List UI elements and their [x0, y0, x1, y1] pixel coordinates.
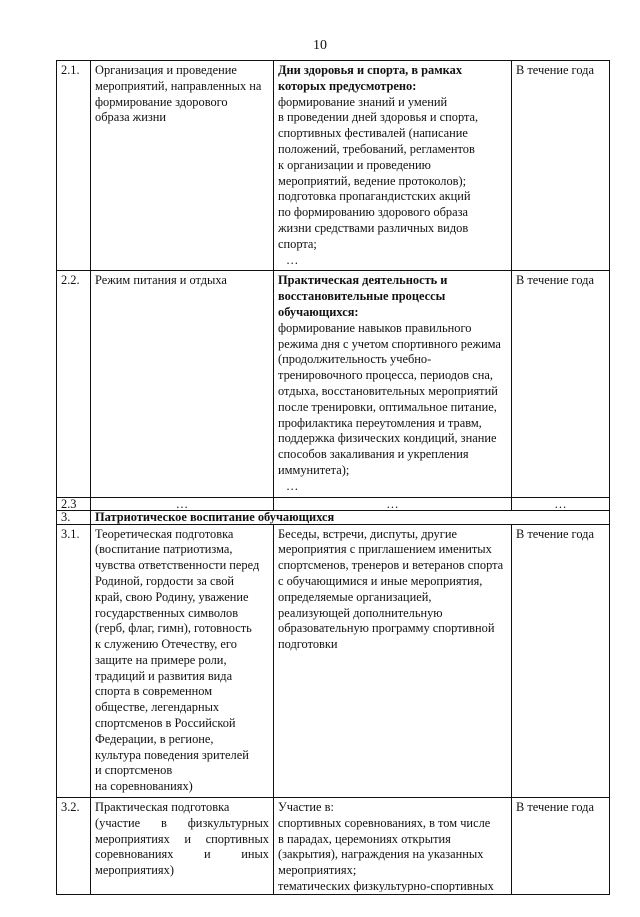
row-title	[91, 524, 274, 798]
events-table	[56, 60, 610, 895]
content-line: тематических физкультурно-спортивных	[278, 879, 494, 893]
content-line: спорта;	[278, 236, 317, 251]
table-row	[57, 798, 610, 895]
row-title	[91, 61, 274, 271]
ellipsis: …	[175, 496, 189, 511]
title-line: обществе, легендарных	[95, 700, 220, 715]
ellipsis: …	[386, 496, 399, 511]
content-line: тренировочного процесса, периодов сна,	[278, 368, 493, 383]
row-period: В течение года	[512, 271, 610, 497]
row-number: 3.1.	[57, 524, 91, 798]
title-line: (участие в физкультурных	[95, 815, 269, 830]
content-line: по формированию здорового образа	[278, 205, 468, 220]
row-number: 2.1.	[57, 61, 91, 271]
content-line: с обучающимися и иные мероприятия,	[278, 573, 483, 588]
content-heading: обучающихся:	[278, 304, 359, 319]
content-line: после тренировки, оптимальное питание,	[278, 399, 497, 414]
content-line: поддержка физических кондиций, знание	[278, 431, 497, 446]
row-title	[91, 497, 274, 510]
row-content	[274, 61, 512, 271]
title-line: Режим питания и отдыха	[95, 273, 227, 288]
title-line: край, свою Родину, уважение	[95, 589, 249, 604]
ellipsis: …	[554, 496, 567, 511]
content-line: положений, требований, регламентов	[278, 141, 475, 156]
row-title	[91, 798, 274, 895]
title-line: государственных символов	[95, 605, 239, 620]
content-line: мероприятий, ведение протоколов);	[278, 173, 467, 188]
content-line: способов закаливания и укрепления	[278, 447, 469, 462]
title-line: защите на примере роли,	[95, 652, 227, 667]
title-line: чувства ответственности перед	[95, 558, 260, 573]
content-line: в парадах, церемониях открытия	[278, 831, 451, 846]
row-period: В течение года	[512, 61, 610, 271]
title-line: мероприятиях и спортивных	[95, 831, 269, 846]
title-line: на соревнованиях)	[95, 779, 193, 794]
row-content	[274, 497, 512, 510]
content-line: иммунитета);	[278, 462, 350, 477]
row-content	[274, 271, 512, 497]
title-line: и спортсменов	[95, 763, 173, 778]
title-line: к служению Отечеству, его	[95, 637, 237, 652]
content-line: мероприятиях;	[278, 863, 357, 878]
content-line: подготовки	[278, 637, 338, 652]
content-line: Участие в:	[278, 800, 334, 815]
row-number: 3.2.	[57, 798, 91, 895]
row-content	[274, 524, 512, 798]
title-line: культура поведения зрителей	[95, 747, 249, 762]
content-line: подготовка пропагандистских акций	[278, 189, 471, 204]
content-line: спортивных соревнованиях, в том числе	[278, 815, 491, 830]
section-title: Патриотическое воспитание обучающихся	[91, 510, 610, 524]
row-content	[274, 798, 512, 895]
title-line: спортсменов в Российской	[95, 716, 236, 731]
content-line: мероприятия с приглашением именитых	[278, 542, 492, 557]
page-number: 10	[313, 38, 327, 53]
title-line: Организация и проведение	[95, 63, 237, 77]
content-line: режима дня с учетом спортивного режима	[278, 336, 501, 351]
table-row	[57, 524, 610, 798]
row-number: 2.3	[57, 497, 91, 510]
table-row	[57, 271, 610, 497]
row-period	[512, 497, 610, 510]
table-row	[57, 61, 610, 271]
section-row	[57, 510, 610, 524]
ellipsis: …	[286, 478, 299, 493]
title-line: образа жизни	[95, 110, 167, 125]
row-title	[91, 271, 274, 497]
content-heading: которых предусмотрено:	[278, 78, 417, 93]
title-line: Практическая подготовка	[95, 800, 230, 815]
section-number: 3.	[57, 510, 91, 524]
content-line: Беседы, встречи, диспуты, другие	[278, 526, 457, 541]
ellipsis: …	[286, 252, 299, 267]
content-line: спортсменов, тренеров и ветеранов спорта	[278, 558, 504, 573]
title-line: традиций и развития вида	[95, 668, 233, 683]
content-line: формирование навыков правильного	[278, 320, 472, 335]
title-line: спорта в современном	[95, 684, 213, 699]
title-line: формирование здорового	[95, 94, 228, 109]
content-line: (продолжительность учебно-	[278, 352, 432, 367]
content-line: спортивных фестивалей (написание	[278, 126, 468, 141]
content-line: образовательную программу спортивной	[278, 621, 495, 636]
row-period: В течение года	[512, 798, 610, 895]
row-number: 2.2.	[57, 271, 91, 497]
content-line: жизни средствами различных видов	[278, 220, 469, 235]
title-line: (воспитание патриотизма,	[95, 542, 233, 557]
content-line: реализующей дополнительную	[278, 605, 443, 620]
table-row	[57, 497, 610, 510]
content-heading: Дни здоровья и спорта, в рамках	[278, 63, 463, 77]
content-line: (закрытия), награждения на указанных	[278, 847, 484, 862]
title-line: Федерации, в регионе,	[95, 731, 214, 746]
title-line: (герб, флаг, гимн), готовность	[95, 621, 252, 636]
title-line: Теоретическая подготовка	[95, 526, 234, 541]
content-line: формирование знаний и умений	[278, 94, 448, 109]
content-heading: Практическая деятельность и	[278, 273, 448, 288]
title-line: Родиной, гордости за свой	[95, 573, 235, 588]
content-line: в проведении дней здоровья и спорта,	[278, 110, 479, 125]
title-line: мероприятий, направленных на	[95, 78, 262, 93]
content-line: к организации и проведению	[278, 157, 431, 172]
title-line: мероприятиях)	[95, 863, 174, 878]
title-line: соревнованиях и иных	[95, 847, 269, 862]
content-line: определяемые организацией,	[278, 589, 432, 604]
content-heading: восстановительные процессы	[278, 289, 446, 304]
row-period: В течение года	[512, 524, 610, 798]
content-line: отдыха, восстановительных мероприятий	[278, 383, 498, 398]
content-line: профилактика переутомления и травм,	[278, 415, 482, 430]
